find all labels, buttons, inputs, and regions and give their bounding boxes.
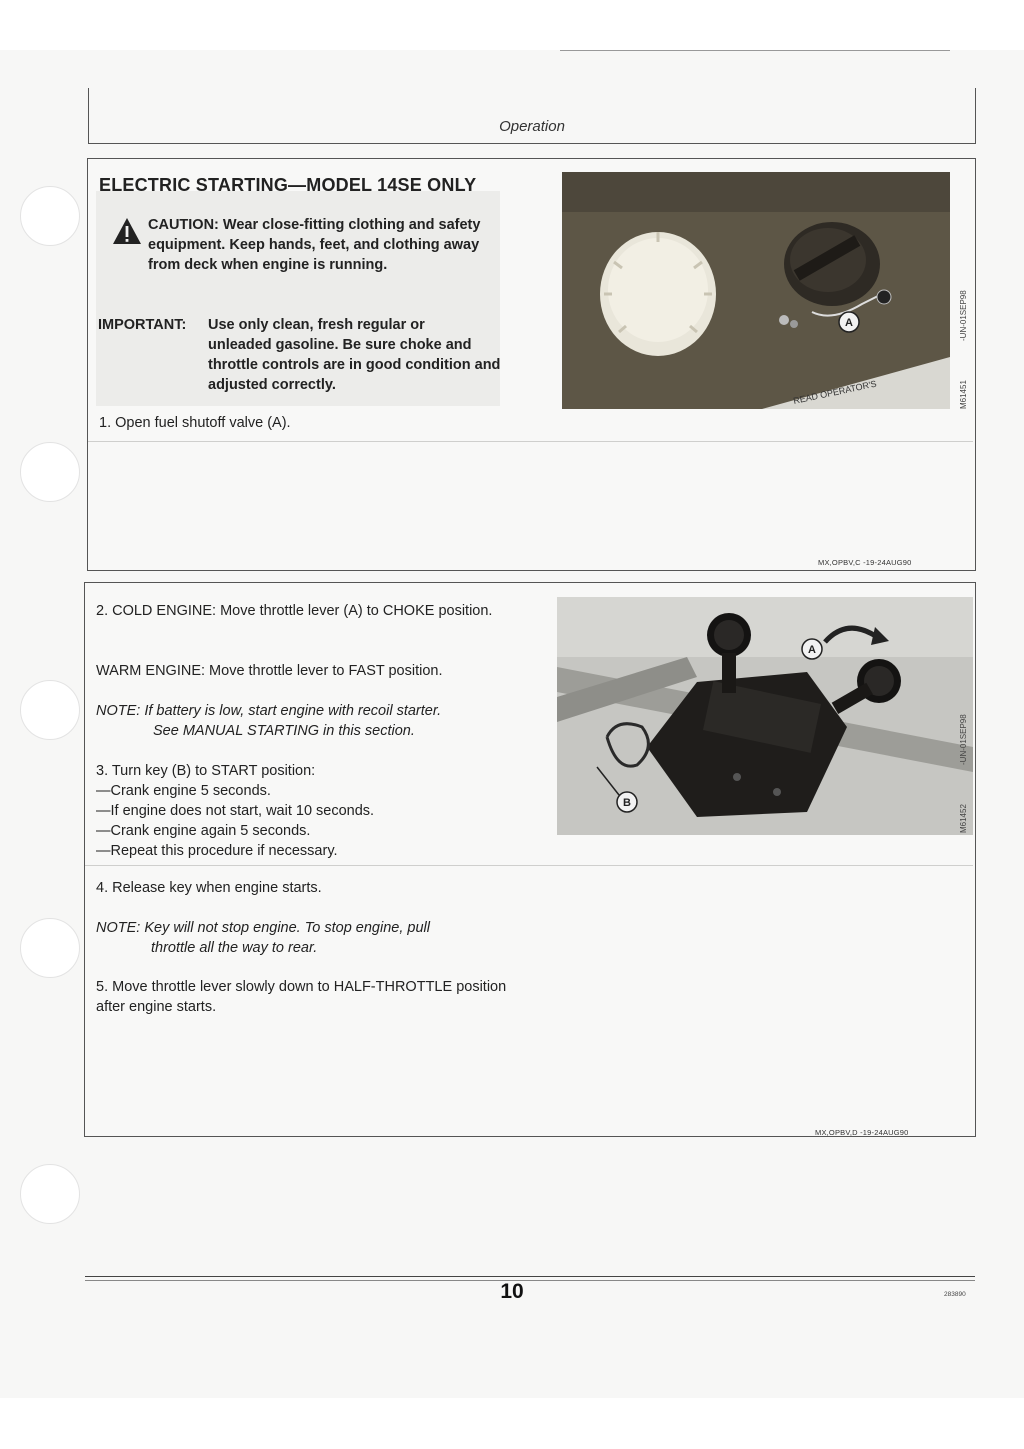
electric-starting-section [87,158,976,571]
callout-a: A [808,644,816,656]
section-divider [88,441,973,442]
section-divider [85,865,973,866]
binder-hole [20,442,80,502]
important-first-line: Use only clean, fresh regular or [208,317,425,333]
throttle-control-photo [557,597,973,835]
note-key-line2: throttle all the way to rear. [151,940,318,956]
photo-code: -UN-01SEP98 [959,290,968,341]
note-battery-line1: NOTE: If battery is low, start engine with recoil starter. [96,703,442,719]
page-header [88,88,976,144]
important-label: IMPORTANT: [98,317,187,333]
page-code: 283890 [944,1291,966,1298]
step-3 [96,761,536,861]
step-3-title: 3. Turn key (B) to START position: [96,763,316,779]
photo-id: M61451 [959,380,968,409]
photo-code: -UN-01SEP98 [959,714,968,765]
section-title: Operation [499,118,565,135]
note-key-line1: NOTE: Key will not stop engine. To stop engine, pull [96,920,430,936]
throttle-section [84,582,976,1137]
important-text: unleaded gasoline. Be sure choke and throttle controls are in good condition and adjusted correctly. [208,337,501,393]
important-block [98,315,518,395]
step-5: 5. Move throttle lever slowly down to HALF-THROTTLE position after engine starts. [96,979,507,1015]
decal-text: READ OPERATOR'S [792,378,878,406]
page-number: 10 [500,1280,524,1303]
note-key [96,918,536,958]
step-3-item: —If engine does not start, wait 10 seconds. [96,803,375,819]
binder-hole [20,680,80,740]
reference-code: MX,OPBV,C -19-24AUG90 [818,558,912,567]
binder-hole [20,1164,80,1224]
reference-code: MX,OPBV,D -19-24AUG90 [815,1128,909,1137]
step-4: 4. Release key when engine starts. [96,880,322,896]
fuel-valve-photo [562,172,950,409]
warm-engine-instruction: WARM ENGINE: Move throttle lever to FAST position. [96,663,443,679]
callout-a: A [845,317,853,329]
binder-hole [20,186,80,246]
step-3-item: —Crank engine again 5 seconds. [96,823,311,839]
photo-id: M61452 [959,804,968,833]
footer-rule [85,1276,975,1277]
step-3-item: —Repeat this procedure if necessary. [96,843,338,859]
note-battery-line2: See MANUAL STARTING in this section. [153,723,415,739]
section-heading: ELECTRIC STARTING—MODEL 14SE ONLY [99,175,477,195]
note-battery [96,701,536,741]
caution-text: CAUTION: Wear close-fitting clothing and safety equipment. Keep hands, feet, and clothing away from deck when engine is running. [148,217,481,273]
step-1: 1. Open fuel shutoff valve (A). [99,415,291,431]
caution-block [112,215,502,275]
step-3-item: —Crank engine 5 seconds. [96,783,271,799]
step-2: 2. COLD ENGINE: Move throttle lever (A) to CHOKE position. [96,603,493,619]
top-rule [560,50,950,51]
warning-triangle-icon [112,217,142,245]
callout-b: B [623,797,631,809]
binder-hole [20,918,80,978]
